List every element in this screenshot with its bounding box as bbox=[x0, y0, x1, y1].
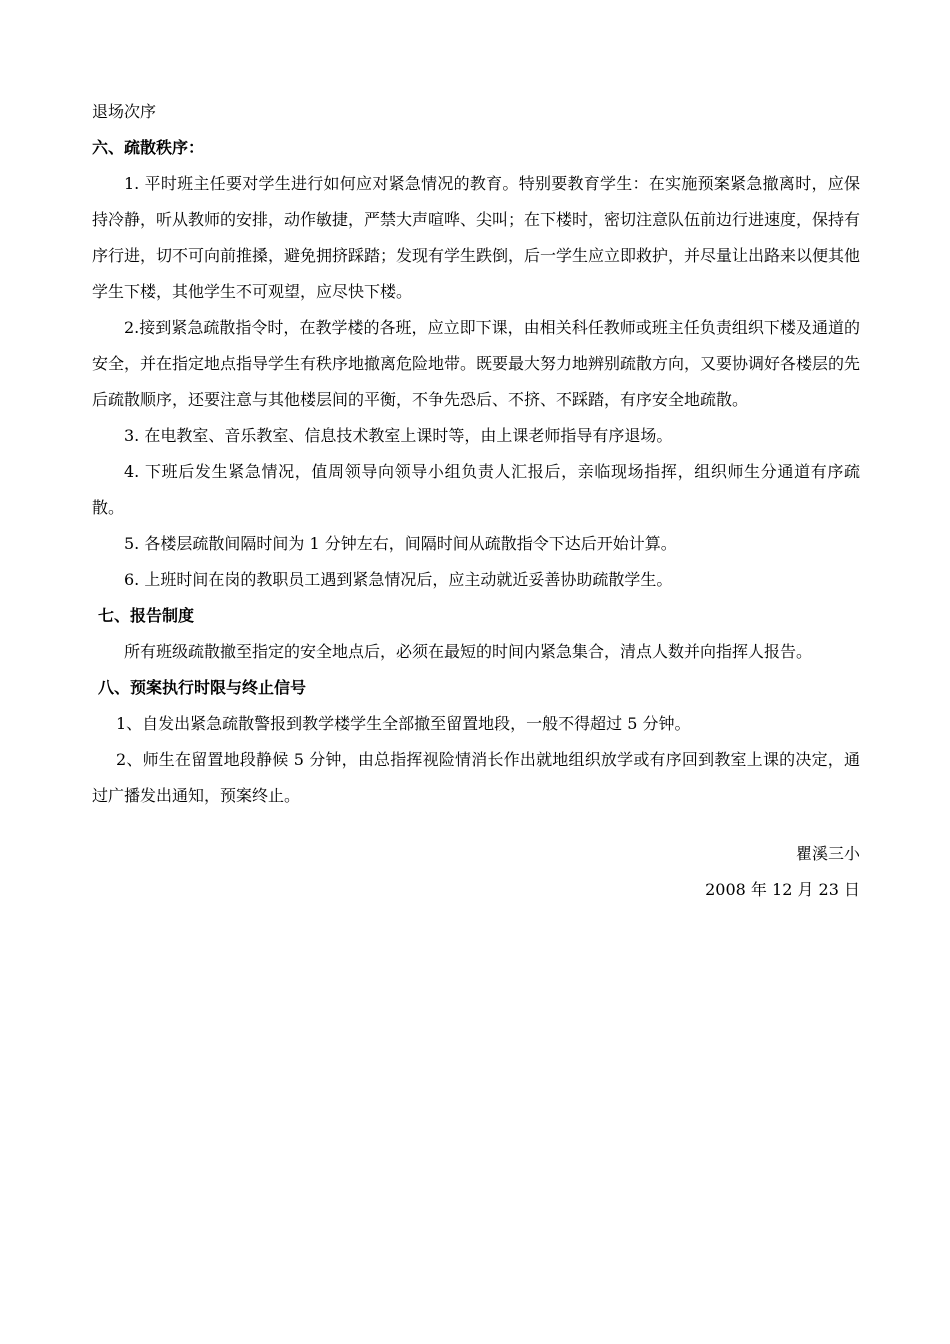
section6-item-3: 3. 在电教室、音乐教室、信息技术教室上课时等，由上课老师指导有序退场。 bbox=[124, 426, 673, 445]
section7-text: 所有班级疏散撤至指定的安全地点后，必须在最短的时间内紧急集合，清点人数并向指挥人报告。 bbox=[124, 642, 813, 661]
section6-item-5: 5. 各楼层疏散间隔时间为 1 分钟左右，间隔时间从疏散指令下达后开始计算。 bbox=[124, 534, 677, 553]
section6-item-2: 2.接到紧急疏散指令时，在教学楼的各班，应立即下课，由相关科任教师或班主任负责组织下楼及通道的安全，并在指定地点指导学生有秩序地撤离危险地带。既要最大努力地辨别疏散方向，又要协调好各楼层的先后疏散顺序，还要注意与其他楼层间的平衡，不争先恐后、不挤、不踩踏，有序安全地疏散。 bbox=[92, 318, 861, 409]
section6-item-6: 6. 上班时间在岗的教职员工遇到紧急情况后，应主动就近妥善协助疏散学生。 bbox=[124, 570, 673, 589]
section8-heading: 八、预案执行时限与终止信号 bbox=[98, 678, 307, 697]
section7-heading: 七、报告制度 bbox=[98, 606, 195, 625]
spacer bbox=[92, 814, 860, 836]
signature-org: 瞿溪三小 bbox=[795, 844, 860, 863]
section6-heading: 六、疏散秩序： bbox=[92, 138, 205, 157]
signature-date: 2008 年 12 月 23 日 bbox=[705, 880, 860, 899]
section6-item-4: 4. 下班后发生紧急情况，值周领导向领导小组负责人汇报后，亲临现场指挥，组织师生分通道有序疏散。 bbox=[92, 462, 860, 517]
section8-item-2: 2、师生在留置地段静候 5 分钟，由总指挥视险情消长作出就地组织放学或有序回到教室上课的决定，通过广播发出通知，预案终止。 bbox=[92, 750, 860, 805]
section8-item-1: 1、自发出紧急疏散警报到教学楼学生全部撤至留置地段，一般不得超过 5 分钟。 bbox=[116, 714, 691, 733]
continuation-text: 退场次序 bbox=[92, 102, 157, 121]
section6-item-1: 1. 平时班主任要对学生进行如何应对紧急情况的教育。特别要教育学生：在实施预案紧急撤离时，应保持冷静，听从教师的安排，动作敏捷，严禁大声喧哗、尖叫；在下楼时，密切注意队伍前边行进速度，保持有序行进，切不可向前推搡，避免拥挤踩踏；发现有学生跌倒，后一学生应立即救护，并尽量让出路来以便其他学生下楼，其他学生不可观望，应尽快下楼。 bbox=[92, 174, 861, 301]
document-page bbox=[92, 94, 860, 908]
